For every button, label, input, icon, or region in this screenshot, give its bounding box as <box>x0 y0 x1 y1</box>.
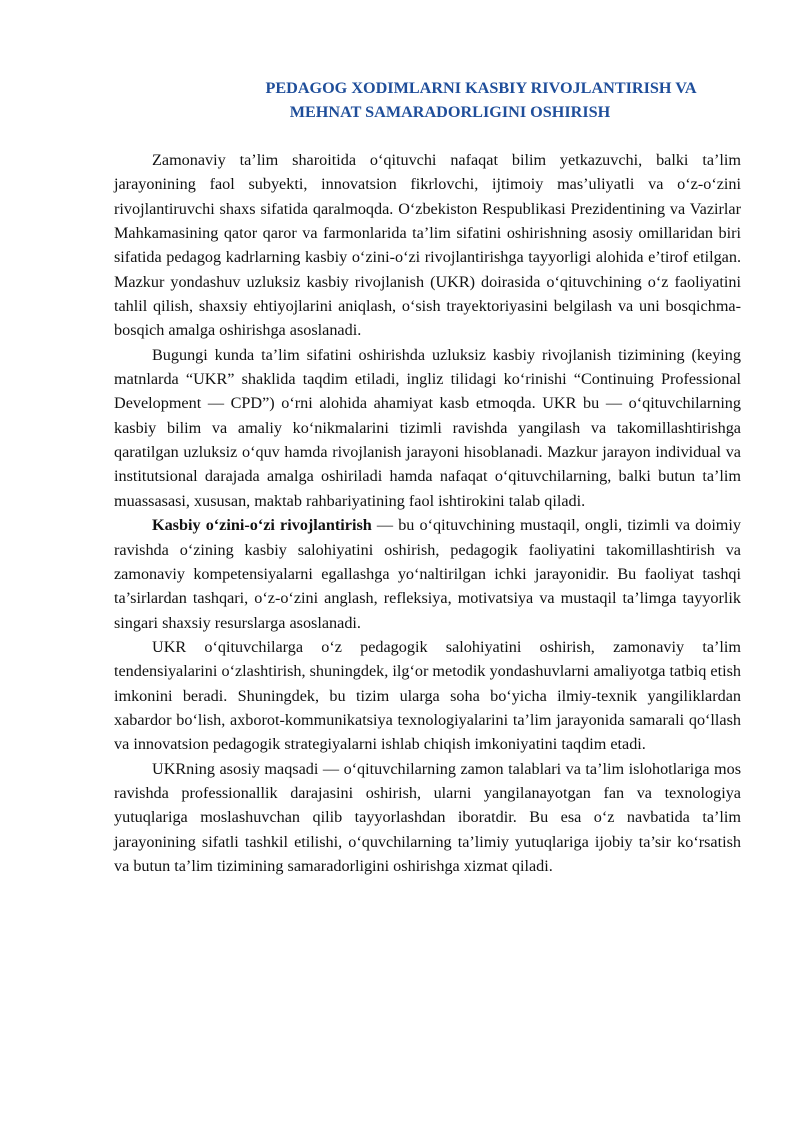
document-title <box>114 76 786 124</box>
paragraph-5: UKRning asosiy maqsadi — o‘qituvchilarning zamon talablari va ta’lim islohotlariga mos ravishda professionallik darajasini oshirish, ularni yangilanayotgan fan va texnologiya yutuqlariga moslashuvchan qilib tayyorlashdan iboratdir. Bu esa o‘z navbatida ta’lim jarayonining sifatli tashkil etilishi, o‘quvchilarning ta’limiy yutuqlariga ijobiy ta’sir ko‘rsatish va butun ta’lim tizimining samaradorligini oshirishga xizmat qiladi. <box>114 759 741 875</box>
paragraph-2: Bugungi kunda ta’lim sifatini oshirishda uzluksiz kasbiy rivojlanish tizimining (keying matnlarda “UKR” shaklida taqdim etiladi, ingliz tilidagi ko‘rinishi “Continuing Professional Development — CPD”) o‘rni alohida ahamiyat kasb etmoqda. UKR bu — o‘qituvchilarning kasbiy bilim va amaliy ko‘nikmalarini tizimli ravishda yangilash va takomillashtirishga qaratilgan uzluksiz o‘quv hamda rivojlanish jarayoni hisoblanadi. Mazkur jarayon individual va institutsional darajada amalga oshiriladi hamda nafaqat o‘qituvchilarning, balki butun ta’lim muassasasi, xususan, maktab rahbariyatining faol ishtirokini talab qiladi. <box>114 345 741 510</box>
document-body <box>114 148 741 878</box>
title-line-2: MEHNAT SAMARADORLIGINI OSHIRISH <box>289 103 611 121</box>
paragraph-4: UKR o‘qituvchilarga o‘z pedagogik salohiyatini oshirish, zamonaviy ta’lim tendensiyalarini o‘zlashtirish, shuningdek, ilg‘or metodik yondashuvlarni amaliyotga tatbiq etish imkonini beradi. Shuningdek, bu tizim ularga soha bo‘yicha ilmiy-texnik yangiliklardan xabardor bo‘lish, axborot-kommunikatsiya texnologiyalarini ta’lim jarayonida samarali qo‘llash va innovatsion pedagogik strategiyalarni ishlab chiqish imkoniyatini taqdim etadi. <box>114 637 741 754</box>
defined-term: Kasbiy o‘zini-o‘zi rivojlantirish <box>152 516 372 535</box>
paragraph-3 <box>114 513 741 635</box>
paragraph-3-text: — bu o‘qituvchining mustaqil, ongli, tizimli va doimiy ravishda o‘zining kasbiy salohiyatini oshirish, pedagogik faoliyatini takomillashtirish va zamonaviy kompetensiyalarni egallashga yo‘naltirilgan ichki jarayonidir. Bu faoliyat tashqi ta’sirlardan tashqari, o‘z-o‘zini anglash, refleksiya, motivatsiya va mustaqil ta’limga tayyorlik singari shaxsiy resurslarga asoslanadi. <box>114 516 741 632</box>
title-line-1: PEDAGOG XODIMLARNI KASBIY RIVOJLANTIRISH VA <box>265 79 697 97</box>
paragraph-1: Zamonaviy ta’lim sharoitida o‘qituvchi nafaqat bilim yetkazuvchi, balki ta’lim jarayonining faol subyekti, innovatsion fikrlovchi, ijtimoiy mas’uliyatli va o‘z-o‘zini rivojlantiruvchi shaxs sifatida qaralmoqda. O‘zbekiston Respublikasi Prezidentining va Vazirlar Mahkamasining qator qaror va farmonlarida ta’lim sifatini oshirishning asosiy omillaridan biri sifatida pedagog kadrlarning kasbiy o‘zini-o‘zi rivojlantirishga tayyorligi alohida e’tirof etilgan. Mazkur yondashuv uzluksiz kasbiy rivojlanish (UKR) doirasida o‘qituvchining o‘z faoliyatini tahlil qilish, shaxsiy ehtiyojlarini aniqlash, o‘sish trayektoriyasini belgilash va uni bosqichma-bosqich amalga oshirishga asoslanadi. <box>114 151 741 340</box>
